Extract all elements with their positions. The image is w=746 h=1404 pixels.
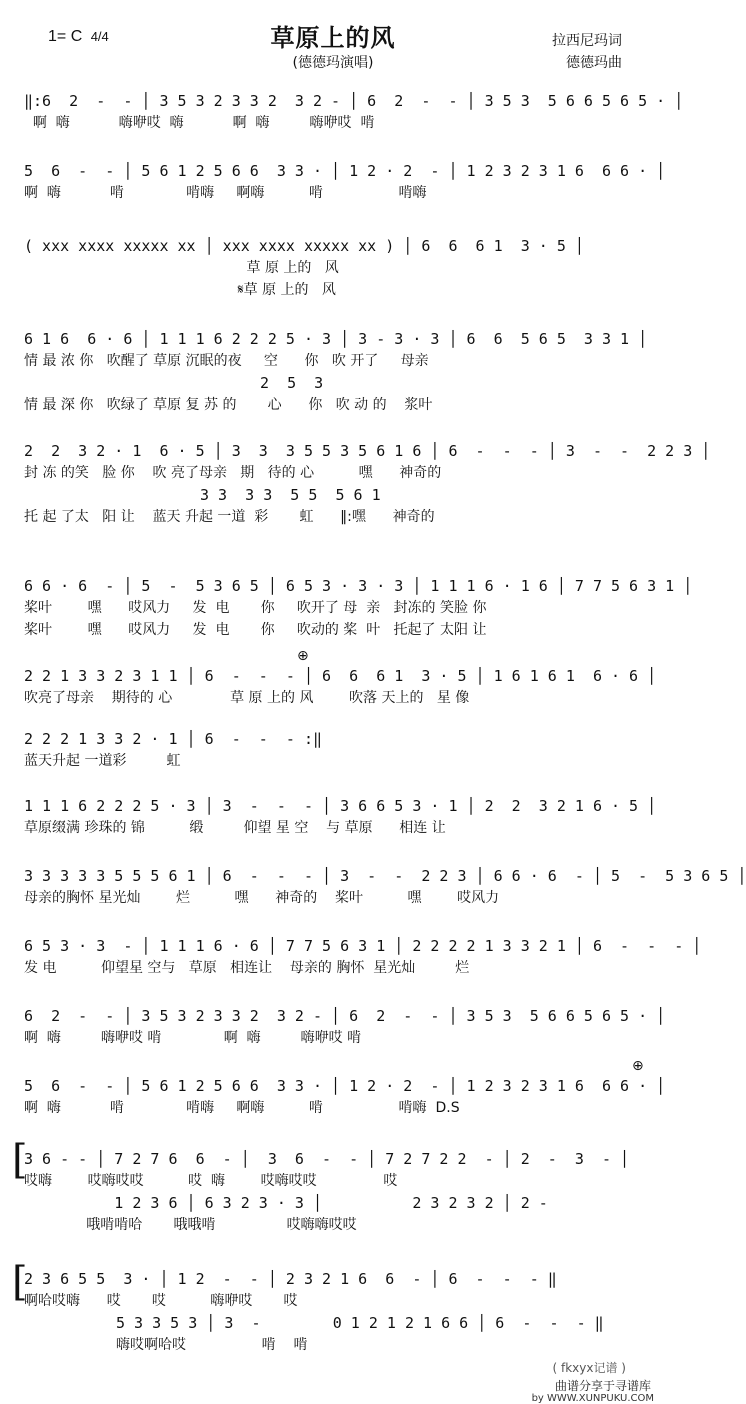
lyric-line-2: 哦啃啃哈 哦哦啃 哎嗨嗨哎哎 [24, 1217, 357, 1233]
notes-line: 5 6 - - │ 5 6 1 2 5 6 6 3 3 · │ 1 2 · 2 - │ 1 2 3 2 3 1 6 6 6 · │ [24, 162, 666, 180]
notes-line: 1 1 1 6 2 2 2 5 · 3 │ 3 - - - │ 3 6 6 5 3 · 1 │ 2 2 3 2 1 6 · 5 │ [24, 797, 657, 815]
system-14 [24, 1148, 644, 1236]
system-brace-2: [ [12, 1259, 28, 1305]
song-title: 草原上的风 [270, 24, 396, 52]
lyric-line: 草 原 上的 风 [24, 260, 339, 276]
notes-line: 2 3 6 5 5 3 · │ 1 2 - - │ 2 3 2 1 6 6 - │ 6 - - - ‖ [24, 1270, 557, 1288]
system-15 [24, 1268, 644, 1356]
lyric-line: 啊 嗨 啃 啃嗨 啊嗨 啃 啃嗨 [24, 185, 427, 201]
coda-icon: ⊕ [297, 648, 309, 664]
alt-notes-line: 5 3 3 5 3 │ 3 - 0 1 2 1 2 1 6 6 │ 6 - - - ‖ [116, 1314, 604, 1332]
notes-line: 6 6 · 6 - │ 5 - 5 3 6 5 │ 6 5 3 · 3 · 3 │ 1 1 1 6 · 1 6 │ 7 7 5 6 3 1 │ [24, 577, 693, 595]
system-5 [24, 440, 711, 528]
coda-icon-2: ⊕ [632, 1058, 644, 1074]
system-9 [24, 795, 657, 839]
system-brace-1: [ [12, 1137, 28, 1183]
system-11 [24, 935, 702, 979]
lyric-line: 吹亮了母亲 期待的 心 草 原 上的 风 吹落 天上的 星 像 [24, 690, 470, 706]
lyric-line: 桨叶 嘿 哎风力 发 电 你 吹开了 母 亲 封冻的 笑脸 你 [24, 600, 487, 616]
time-signature: 4/4 [90, 29, 109, 44]
alt-notes-line: 3 3 3 3 5 5 5 6 1 [200, 486, 381, 504]
system-6 [24, 575, 693, 641]
notes-line: ‖:6 2 - - │ 3 5 3 2 3 3 2 3 2 - │ 6 2 - - │ 3 5 3 5 6 6 5 6 5 · │ [24, 92, 684, 110]
system-7 [24, 665, 657, 709]
lyric-line: 封 冻 的笑 脸 你 吹 亮了母亲 期 待的 心 嘿 神奇的 [24, 465, 442, 481]
notes-line: 6 5 3 · 3 - │ 1 1 1 6 · 6 │ 7 7 5 6 3 1 │ 2 2 2 2 1 3 3 2 1 │ 6 - - - │ [24, 937, 702, 955]
lyricist-credit: 拉西尼玛词 [552, 33, 622, 49]
notes-line: 6 2 - - │ 3 5 3 2 3 3 2 3 2 - │ 6 2 - - │ 3 5 3 5 6 6 5 6 5 · │ [24, 1007, 666, 1025]
notes-line: 2 2 3 2 · 1 6 · 5 │ 3 3 3 5 5 3 5 6 1 6 │ 6 - - - │ 3 - - 2 2 3 │ [24, 442, 711, 460]
lyric-line: 啊 嗨 啃 啃嗨 啊嗨 啃 啃嗨 D.S [24, 1100, 460, 1116]
lyric-line: 啊 嗨 嗨咿哎 嗨 啊 嗨 嗨咿哎 啃 [24, 115, 375, 131]
notes-line: 5 6 - - │ 5 6 1 2 5 6 6 3 3 · │ 1 2 · 2 - │ 1 2 3 2 3 1 6 6 6 · │ [24, 1077, 666, 1095]
alt-notes-line: 1 2 3 6 │ 6 3 2 3 · 3 │ 2 3 2 3 2 │ 2 - [24, 1194, 548, 1212]
lyric-line-2: 情 最 深 你 吹绿了 草原 复 苏 的 心 你 吹 动 的 浆叶 [24, 397, 433, 413]
lyric-line-2: 嗨哎啊哈哎 啃 啃 [116, 1337, 308, 1353]
recorder-credit: ( fkxyx记谱 ) [552, 1361, 626, 1375]
system-10 [24, 865, 746, 909]
performer-credit: (德德玛演唱) [292, 55, 374, 71]
notes-line: ( xxx xxxx xxxxx xx │ xxx xxxx xxxxx xx ) │ 6 6 6 1 3 · 5 │ [24, 237, 584, 255]
lyric-line: 情 最 浓 你 吹醒了 草原 沉眠的夜 空 你 吹 开了 母亲 [24, 353, 429, 369]
system-1 [24, 90, 684, 134]
lyric-line-2: 𝄋草 原 上的 风 [24, 282, 336, 298]
lyric-line-2: 桨叶 嘿 哎风力 发 电 你 吹动的 桨 叶 托起了 太阳 让 [24, 622, 487, 638]
system-12 [24, 1005, 666, 1049]
system-13 [24, 1075, 666, 1119]
system-4 [24, 328, 648, 416]
lyric-line: 蓝天升起 一道彩 虹 [24, 753, 181, 769]
lyric-line: 草原缀满 珍珠的 锦 缎 仰望 星 空 与 草原 相连 让 [24, 820, 446, 836]
site-watermark: 曲谱分享于寻谱库 [552, 1377, 654, 1394]
lyric-line-2: 托 起 了太 阳 让 蓝天 升起 一道 彩 虹 ‖:嘿 神奇的 [24, 509, 435, 525]
site-url: by WWW.XUNPUKU.COM [531, 1393, 654, 1404]
lyric-line: 母亲的胸怀 星光灿 烂 嘿 神奇的 桨叶 嘿 哎风力 [24, 890, 500, 906]
lyric-line: 啊哈哎嗨 哎 哎 嗨咿哎 哎 [24, 1293, 298, 1309]
alt-notes-line: 2 5 3 [260, 374, 324, 392]
notes-line: 2 2 1 3 3 2 3 1 1 │ 6 - - - │ 6 6 6 1 3 · 5 │ 1 6 1 6 1 6 · 6 │ [24, 667, 657, 685]
key-label: 1= C [48, 28, 83, 45]
lyric-line: 哎嗨 哎嗨哎哎 哎 嗨 哎嗨哎哎 哎 [24, 1173, 398, 1189]
system-3 [24, 235, 644, 301]
lyric-line: 发 电 仰望星 空与 草原 相连让 母亲的 胸怀 星光灿 烂 [24, 960, 470, 976]
composer-credit: 德德玛曲 [566, 55, 622, 71]
notes-line: 3 6 - - │ 7 2 7 6 6 - │ 3 6 - - │ 7 2 7 2 2 - │ 2 - 3 - │ [24, 1150, 630, 1168]
system-2 [24, 160, 666, 204]
system-8 [24, 728, 644, 772]
notes-line: 2 2 2 1 3 3 2 · 1 │ 6 - - - :‖ [24, 730, 323, 748]
notes-line: 3 3 3 3 3 5 5 5 6 1 │ 6 - - - │ 3 - - 2 2 3 │ 6 6 · 6 - │ 5 - 5 3 6 5 │ [24, 867, 746, 885]
lyric-line: 啊 嗨 嗨咿哎 啃 啊 嗨 嗨咿哎 啃 [24, 1030, 362, 1046]
notes-line: 6 1 6 6 · 6 │ 1 1 1 6 2 2 2 5 · 3 │ 3 - 3 · 3 │ 6 6 5 6 5 3 3 1 │ [24, 330, 648, 348]
